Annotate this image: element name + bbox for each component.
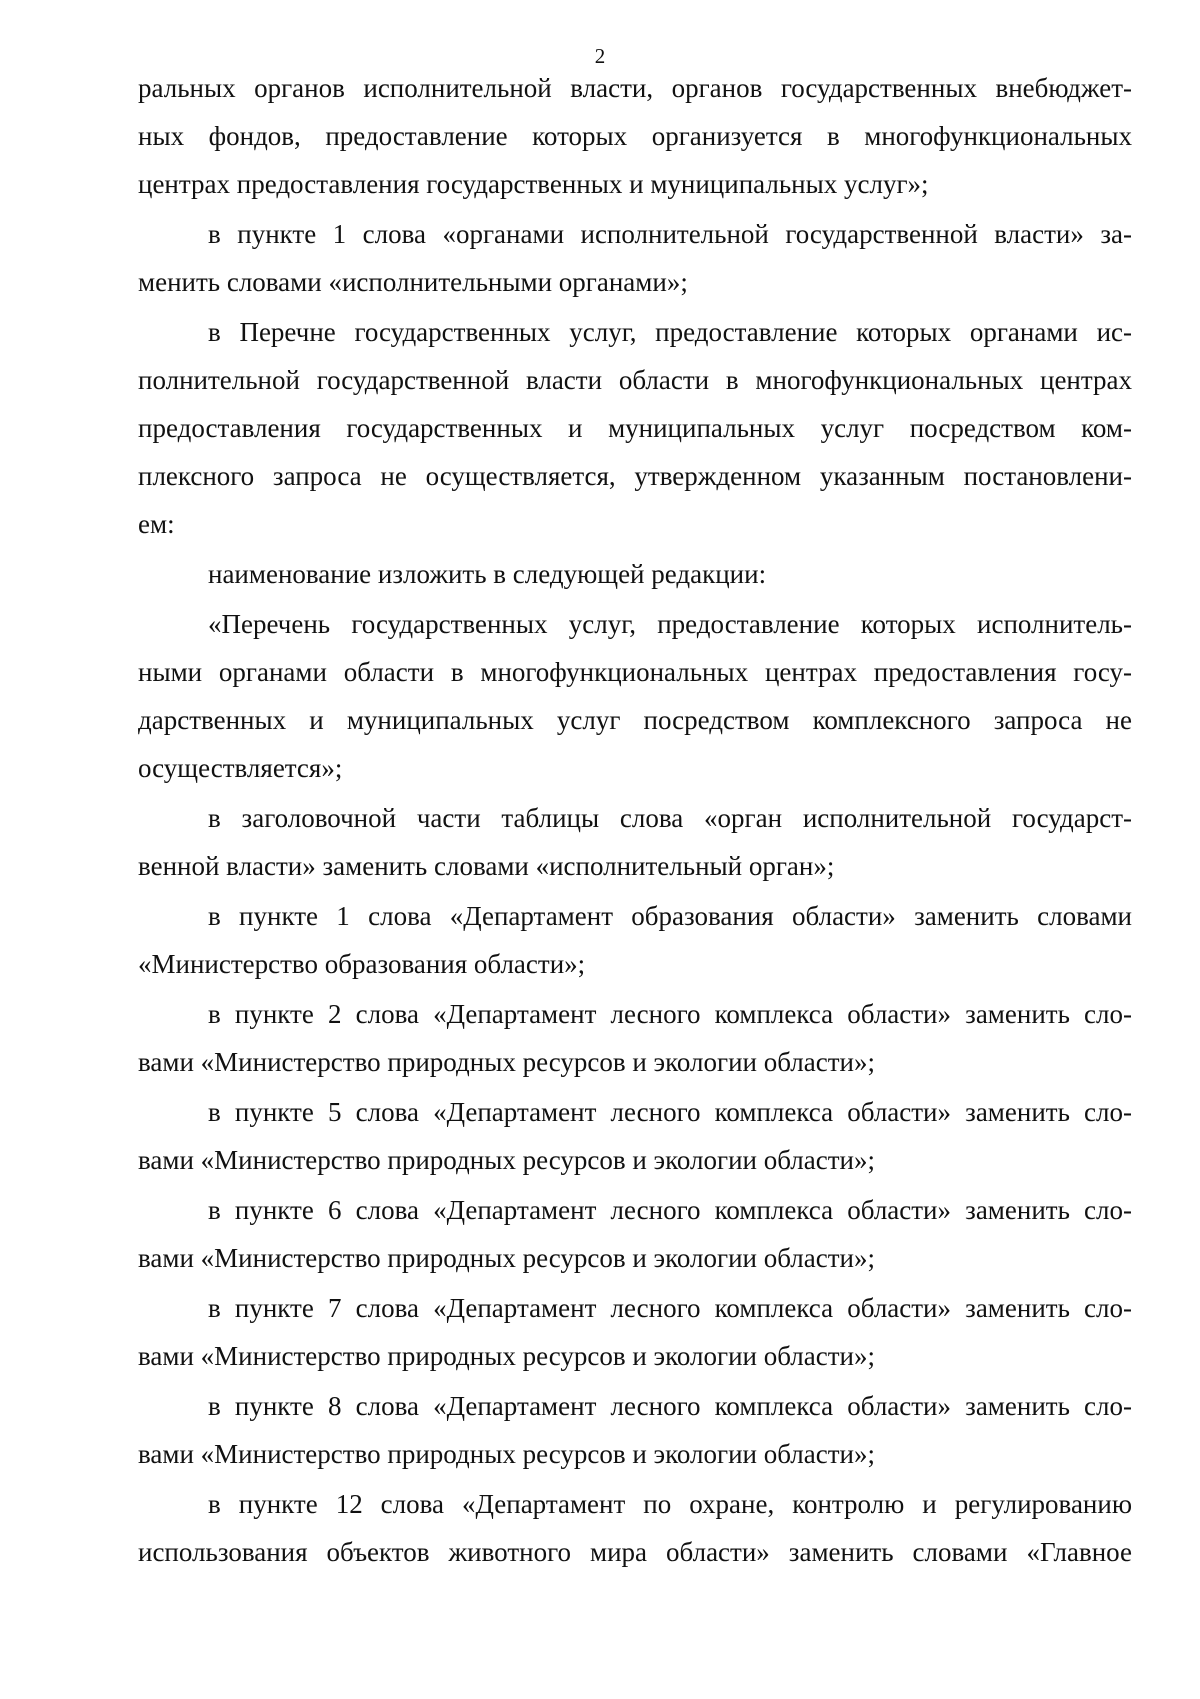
- paragraph: [138, 892, 1132, 988]
- paragraph: [138, 64, 1132, 208]
- text-line: вами «Министерство природных ресурсов и экологии области»;: [138, 1243, 875, 1273]
- text-line: в пункте 6 слова «Департамент лесного комплекса области» заменить сло-: [208, 1195, 1132, 1225]
- paragraph: [138, 550, 1132, 598]
- text-line: использования объектов животного мира области» заменить словами «Главное: [138, 1537, 1132, 1567]
- paragraph: [138, 308, 1132, 548]
- text-line: центрах предоставления государственных и муниципальных услуг»;: [138, 169, 929, 199]
- text-line: в пункте 1 слова «органами исполнительной государственной власти» за-: [208, 219, 1132, 249]
- text-line: осуществляется»;: [138, 753, 343, 783]
- text-line: плексного запроса не осуществляется, утвержденном указанным постановлени-: [138, 461, 1132, 491]
- text-line: вами «Министерство природных ресурсов и экологии области»;: [138, 1439, 875, 1469]
- page-number: 2: [594, 44, 606, 68]
- paragraph: [138, 794, 1132, 890]
- paragraph: [138, 1088, 1132, 1184]
- text-line: в пункте 2 слова «Департамент лесного комплекса области» заменить сло-: [208, 999, 1132, 1029]
- text-line: «Министерство образования области»;: [138, 949, 586, 979]
- paragraph: [138, 600, 1132, 792]
- text-line: венной власти» заменить словами «исполнительный орган»;: [138, 851, 835, 881]
- text-line: в заголовочной части таблицы слова «орган исполнительной государст-: [208, 803, 1132, 833]
- paragraph: [138, 210, 1132, 306]
- paragraph: [138, 1284, 1132, 1380]
- text-line: в пункте 8 слова «Департамент лесного комплекса области» заменить сло-: [208, 1391, 1132, 1421]
- text-line: ральных органов исполнительной власти, органов государственных внебюджет-: [138, 73, 1132, 103]
- text-line: ем:: [138, 509, 175, 539]
- text-line: ными органами области в многофункциональных центрах предоставления госу-: [138, 657, 1132, 687]
- text-line: в пункте 12 слова «Департамент по охране, контролю и регулированию: [208, 1489, 1132, 1519]
- text-line: наименование изложить в следующей редакции:: [208, 559, 767, 589]
- text-line: «Перечень государственных услуг, предоставление которых исполнитель-: [208, 609, 1132, 639]
- text-line: ных фондов, предоставление которых организуется в многофункциональных: [138, 121, 1132, 151]
- text-line: в пункте 7 слова «Департамент лесного комплекса области» заменить сло-: [208, 1293, 1132, 1323]
- document-body: [138, 64, 1132, 1578]
- text-line: вами «Министерство природных ресурсов и экологии области»;: [138, 1341, 875, 1371]
- text-line: в Перечне государственных услуг, предоставление которых органами ис-: [208, 317, 1132, 347]
- text-line: в пункте 1 слова «Департамент образования области» заменить словами: [208, 901, 1132, 931]
- text-line: предоставления государственных и муниципальных услуг посредством ком-: [138, 413, 1132, 443]
- text-line: полнительной государственной власти области в многофункциональных центрах: [138, 365, 1132, 395]
- paragraph: [138, 1186, 1132, 1282]
- text-line: менить словами «исполнительными органами»;: [138, 267, 688, 297]
- text-line: дарственных и муниципальных услуг посредством комплексного запроса не: [138, 705, 1132, 735]
- paragraph: [138, 990, 1132, 1086]
- text-line: вами «Министерство природных ресурсов и экологии области»;: [138, 1145, 875, 1175]
- paragraph: [138, 1382, 1132, 1478]
- paragraph: [138, 1480, 1132, 1576]
- text-line: в пункте 5 слова «Департамент лесного комплекса области» заменить сло-: [208, 1097, 1132, 1127]
- text-line: вами «Министерство природных ресурсов и экологии области»;: [138, 1047, 875, 1077]
